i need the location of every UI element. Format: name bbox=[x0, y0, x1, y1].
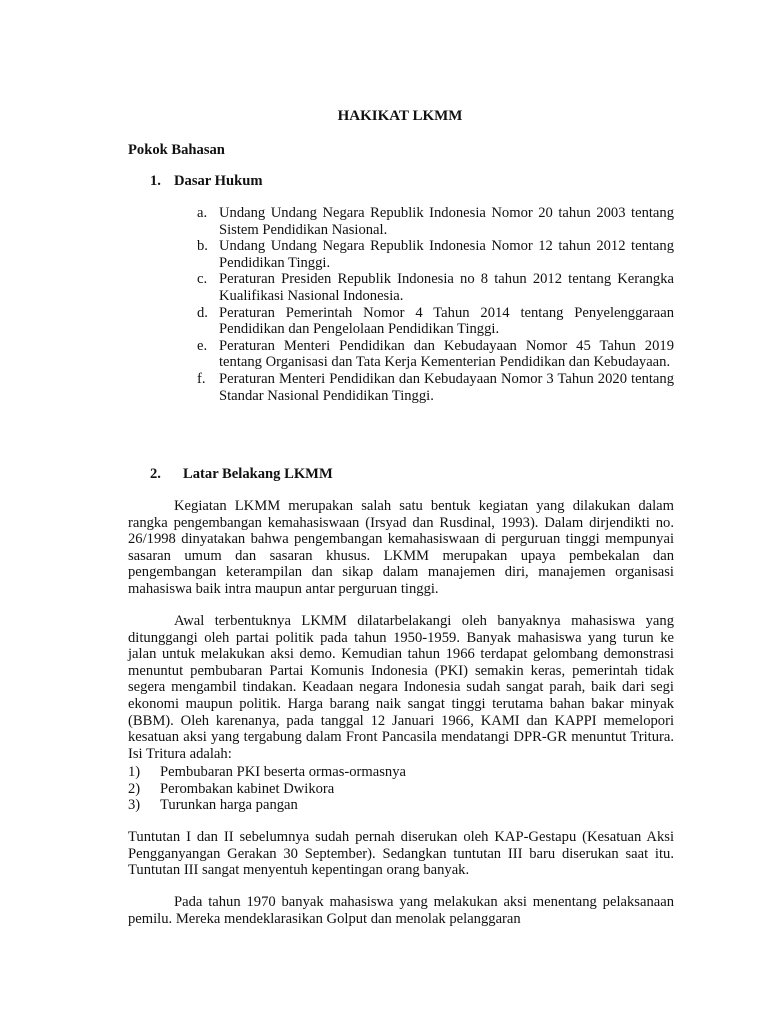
paragraph: Kegiatan LKMM merupakan salah satu bentuk kegiatan yang dilakukan dalam rangka pengembangan kemahasiswaan (Irsyad dan Rusdinal, 1993). Dalam dirjendikti no. 26/1998 dinyatakan bahwa pengembangan kemahasiswaan di perguruan tinggi mempunyai sasaran umum dan sasaran khusus. LKMM merupakan upaya pembekalan dan pengembangan keterampilan dan sikap dalam manajemen diri, manajemen organisasi mahasiswa baik intra maupun antar perguruan tinggi. bbox=[128, 498, 674, 597]
list-item bbox=[128, 781, 674, 798]
list-marker: f. bbox=[197, 370, 206, 387]
list-item-text: Pembubaran PKI beserta ormas-ormasnya bbox=[160, 764, 406, 780]
document-title: HAKIKAT LKMM bbox=[337, 108, 463, 124]
list-item bbox=[197, 371, 674, 404]
list-item-text: Peraturan Menteri Pendidikan dan Kebudayaan Nomor 3 Tahun 2020 tentang Standar Nasional Pendidikan Tinggi. bbox=[219, 370, 674, 404]
list-marker: 1) bbox=[128, 764, 141, 780]
list-item-text: Undang Undang Negara Republik Indonesia Nomor 20 tahun 2003 tentang Sistem Pendidikan Nasional. bbox=[219, 205, 674, 238]
section2-number: 2. bbox=[150, 466, 161, 482]
section1-heading bbox=[150, 173, 263, 190]
list-item bbox=[197, 205, 674, 238]
section1-title: Dasar Hukum bbox=[174, 173, 263, 189]
list-item bbox=[128, 797, 674, 814]
paragraph: Tuntutan I dan II sebelumnya sudah pernah diserukan oleh KAP-Gestapu (Kesatuan Aksi Pengganyangan Gerakan 30 September). Sedangkan tuntutan III baru diserukan saat itu. Tuntutan III sangat menyentuh kepentingan orang banyak. bbox=[128, 829, 674, 879]
list-marker: 2) bbox=[128, 780, 141, 797]
list-item-text: Undang Undang Negara Republik Indonesia Nomor 12 tahun 2012 tentang Pendidikan Tinggi. bbox=[219, 238, 674, 271]
list-marker: 3) bbox=[128, 797, 141, 814]
list-marker: e. bbox=[197, 337, 208, 354]
section1-number: 1. bbox=[150, 173, 161, 189]
list-marker: d. bbox=[197, 304, 208, 321]
list-marker: c. bbox=[197, 271, 208, 288]
section2-title: Latar Belakang LKMM bbox=[183, 466, 333, 482]
list-item bbox=[197, 271, 674, 304]
list-item-text: Turunkan harga pangan bbox=[160, 797, 298, 814]
section2-heading bbox=[150, 466, 333, 483]
legal-basis-list bbox=[197, 205, 674, 404]
list-marker: b. bbox=[197, 238, 208, 255]
list-item bbox=[197, 305, 674, 338]
list-item bbox=[197, 238, 674, 271]
list-item bbox=[128, 764, 674, 781]
paragraph: Pada tahun 1970 banyak mahasiswa yang melakukan aksi menentang pelaksanaan pemilu. Mereka mendeklarasikan Golput dan menolak pelanggaran bbox=[128, 894, 674, 927]
list-item-text: Peraturan Presiden Republik Indonesia no 8 tahun 2012 tentang Kerangka Kualifikasi Nasional Indonesia. bbox=[219, 271, 674, 304]
list-item-text: Peraturan Menteri Pendidikan dan Kebudayaan Nomor 45 Tahun 2019 tentang Organisasi dan Tata Kerja Kementerian Pendidikan dan Kebudayaan. bbox=[219, 337, 674, 371]
paragraph: Awal terbentuknya LKMM dilatarbelakangi oleh banyaknya mahasiswa yang ditunggangi oleh partai politik pada tahun 1950-1959. Banyak mahasiswa yang turun ke jalan untuk melakukan aksi demo. Kemudian tahun 1966 terdapat gelombang demonstrasi menuntut pembubaran Partai Komunis Indonesia (PKI) semakin keras, pemerintah tidak segera mengambil tindakan. Keadaan negara Indonesia sudah sangat parah, baik dari segi ekonomi maupun politik. Harga barang naik sangat tinggi terutama bahan bakar minyak (BBM). Oleh karenanya, pada tanggal 12 Januari 1966, KAMI dan KAPPI memelopori kesatuan aksi yang tergabung dalam Front Pancasila mendatangi DPR-GR menuntut Tritura. Isi Tritura adalah: bbox=[128, 613, 674, 762]
topic-label: Pokok Bahasan bbox=[128, 142, 225, 158]
list-item bbox=[197, 338, 674, 371]
list-item-text: Peraturan Pemerintah Nomor 4 Tahun 2014 tentang Penyelenggaraan Pendidikan dan Pengelolaan Pendidikan Tinggi. bbox=[219, 304, 674, 338]
list-marker: a. bbox=[197, 205, 208, 221]
list-item-text: Perombakan kabinet Dwikora bbox=[160, 780, 335, 797]
tritura-list bbox=[128, 764, 674, 814]
